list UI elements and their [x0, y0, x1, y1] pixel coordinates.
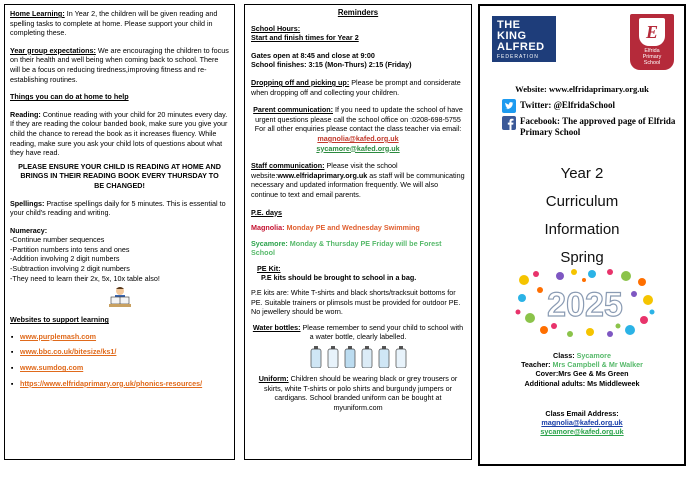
website-link-phonics[interactable]: https://www.elfridaprimary.org.uk/phonics-resources/	[20, 378, 203, 388]
spellings-text: Practise spellings daily for 5 minutes. This is essential to your child's reading and writing.	[10, 198, 226, 218]
logo-text: FEDERATION	[497, 54, 539, 60]
numeracy-heading: Numeracy:	[10, 225, 48, 235]
crest-text: School	[643, 60, 661, 66]
numeracy-item: -They need to learn their 2x, 5x, 10x table also!	[10, 273, 160, 283]
spellings-paragraph	[10, 199, 229, 218]
sycamore-label: Sycamore:	[251, 238, 288, 248]
year-2025-graphic	[514, 268, 656, 338]
finish-text: School finishes: 3:15 (Mon-Thurs) 2:15 (Friday)	[251, 60, 412, 70]
numeracy-section	[10, 226, 229, 284]
home-learning-heading: Home Learning:	[10, 9, 65, 18]
water-bottles-block	[251, 323, 465, 342]
reading-paragraph	[10, 110, 229, 158]
teacher-line	[480, 360, 684, 369]
water-text: Please remember to send your child to school with a water bottle, clearly labelled.	[300, 322, 464, 342]
logo-text: KING	[497, 30, 527, 42]
home-learning-panel	[4, 4, 235, 460]
class-info	[480, 351, 684, 388]
parent-communication-block	[251, 105, 465, 153]
staff-comm-heading: Staff communication:	[251, 161, 325, 171]
title-line: Year 2	[560, 165, 604, 182]
parent-comm-text: If you need to update the school of have urgent questions please call the school office on :0208-698-5755 For all other enquiries please contact the class teacher via email:	[254, 105, 463, 134]
dropoff-text: Please be prompt and considerate when dropping off and collecting your children.	[251, 77, 461, 97]
website-link-bbc-bitesize[interactable]: www.bbc.co.uk/bitesize/ks1/	[20, 347, 117, 357]
reminders-panel	[244, 4, 472, 460]
cover-line: Cover:Mrs Gee & Ms Green	[535, 369, 629, 379]
website-label: Website:	[515, 84, 547, 94]
bullet-icon: ▪	[10, 331, 14, 341]
expectations-paragraph	[10, 46, 229, 84]
year-text: 2025	[547, 286, 623, 324]
teacher-label: Teacher:	[521, 360, 551, 370]
elfrida-school-crest	[630, 14, 674, 70]
staff-comm-text-2: as staff will be communicating necessary and updated information frequently. We will also continue to text and email parents.	[251, 170, 465, 199]
logo-text: ALFRED	[497, 41, 545, 53]
staff-comm-website[interactable]: www.elfridaprimary.org.uk	[277, 170, 368, 180]
twitter-text: Twitter: @ElfridaSchool	[520, 100, 615, 111]
class-email-block	[480, 409, 684, 437]
reading-text: Continue reading with your child for 20 minutes every day. If they are reading the colour banded book, make sure you give your child the chance to reread the book as it increases fluency. While reading, make sure you ask your child lots of questions about what they have read.	[10, 109, 228, 158]
twitter-line[interactable]	[502, 99, 615, 113]
water-bottle-icon	[360, 346, 374, 368]
things-heading: Things you can do at home to help	[10, 92, 129, 102]
website-list-item	[10, 379, 229, 389]
staff-comm-text: Please visit the school website:	[251, 161, 398, 180]
home-learning-text: In Year 2, the children will be given reading and spelling tasks to complete at home. Please support your child in completing these.	[10, 9, 218, 38]
expectations-text: We are encouraging the children to focus on their health and well being when coming back to school. There will be a focus on reducing tiredness,improving fitness and re-establishing routines.	[10, 45, 229, 84]
staff-communication-paragraph	[251, 161, 465, 199]
pe-kit-heading: PE Kit:	[257, 263, 281, 273]
additional-adults-line: Additional adults: Ms Middleweek	[524, 378, 640, 388]
website-link-sumdog[interactable]: www.sumdog.com	[20, 363, 84, 373]
numeracy-item: -Continue number sequences	[10, 235, 105, 245]
uniform-text: Children should be wearing black or grey trousers or skirts, white T-shirts or polo shirts and burgundy jumpers or cardigans. School branded uniform can be bought at myuniform.com	[263, 374, 458, 412]
parent-comm-heading: Parent communication:	[253, 105, 333, 115]
reading-notice: PLEASE ENSURE YOUR CHILD IS READING AT HOME AND BRINGS IN THEIR READING BOOK EVERY THURSDAY TO BE CHANGED!	[18, 161, 221, 190]
water-heading: Water bottles:	[252, 322, 301, 332]
email-sycamore-link[interactable]: sycamore@kafed.org.uk	[316, 143, 400, 153]
magnolia-pe-days	[251, 223, 465, 233]
expectations-heading: Year group expectations:	[10, 45, 96, 55]
spellings-heading: Spellings:	[10, 198, 45, 208]
class-value: Sycamore	[576, 351, 611, 360]
website-list-item	[10, 347, 229, 357]
email-sycamore-link[interactable]: sycamore@kafed.org.uk	[540, 427, 624, 437]
class-line	[480, 351, 684, 360]
water-bottle-icon	[394, 346, 408, 368]
bullet-icon: ▪	[10, 378, 14, 388]
magnolia-label: Magnolia:	[251, 223, 285, 233]
website-line	[480, 84, 684, 94]
sycamore-days: Monday & Thursday PE Friday will be Forest School	[251, 238, 442, 258]
start-finish-heading: Start and finish times for Year 2	[251, 33, 359, 43]
reminders-title: Reminders	[337, 8, 379, 17]
title-line: Curriculum	[545, 193, 619, 210]
logo-text: THE	[497, 19, 521, 31]
website-url[interactable]: www.elfridaprimary.org.uk	[548, 84, 649, 94]
facebook-line[interactable]	[502, 116, 682, 138]
pe-kit-text: P.E kits are: White T-shirts and black shorts/tracksuit bottoms for PE. Suitable trainers or plimsols must be provided for outdoor PE. No jewellery should be worn.	[251, 288, 461, 317]
home-learning-paragraph	[10, 9, 229, 38]
water-bottle-icon	[326, 346, 340, 368]
crest-text: Primary	[642, 54, 662, 60]
king-alfred-federation-logo	[492, 16, 556, 62]
uniform-block	[251, 374, 465, 412]
school-hours-heading: School Hours:	[251, 23, 301, 33]
water-bottle-icon	[377, 346, 391, 368]
title-line: Spring	[560, 249, 604, 266]
bullet-icon: ▪	[10, 363, 14, 373]
class-label: Class:	[553, 351, 575, 360]
title-line: Information	[544, 221, 620, 238]
email-magnolia-link[interactable]: magnolia@kafed.org.uk	[541, 418, 623, 428]
website-link-purplemash[interactable]: www.purplemash.com	[20, 331, 97, 341]
twitter-icon	[502, 99, 516, 113]
facebook-text: Facebook: The approved page of Elfrida Primary School	[520, 116, 676, 137]
dropoff-paragraph	[251, 78, 465, 97]
dropoff-heading: Dropping off and picking up:	[251, 77, 350, 87]
water-bottles-illustration	[251, 346, 465, 368]
pe-kit-bold: P.E kits should be brought to school in a bag.	[261, 273, 417, 283]
numeracy-item: -Partition numbers into tens and ones	[10, 244, 130, 254]
pe-days-heading: P.E. days	[251, 207, 283, 217]
crest-shield: E	[639, 18, 665, 46]
crest-text: Elfrida	[644, 48, 660, 54]
magnolia-days: Monday PE and Wednesday Swimming	[284, 223, 420, 233]
website-list-item	[10, 363, 229, 373]
gates-text: Gates open at 8:45 and close at 9:00	[251, 50, 375, 60]
water-bottle-icon	[309, 346, 323, 368]
bullet-icon: ▪	[10, 347, 14, 357]
websites-heading: Websites to support learning	[10, 315, 109, 325]
sycamore-pe-days	[251, 239, 465, 258]
reading-heading: Reading:	[10, 109, 41, 119]
water-bottle-icon	[343, 346, 357, 368]
numeracy-item: -Subtraction involving 2 digit numbers	[10, 264, 130, 274]
document-title	[480, 160, 684, 272]
teacher-value: Mrs Campbell & Mr Walker	[552, 360, 643, 370]
facebook-icon	[502, 116, 516, 130]
email-magnolia-link[interactable]: magnolia@kafed.org.uk	[317, 133, 399, 143]
uniform-heading: Uniform:	[258, 374, 289, 384]
child-reading-illustration	[107, 285, 133, 309]
numeracy-item: -Addition involving 2 digit numbers	[10, 254, 120, 264]
class-email-label: Class Email Address:	[545, 409, 619, 418]
website-list-item	[10, 332, 229, 342]
cover-panel	[478, 4, 686, 466]
